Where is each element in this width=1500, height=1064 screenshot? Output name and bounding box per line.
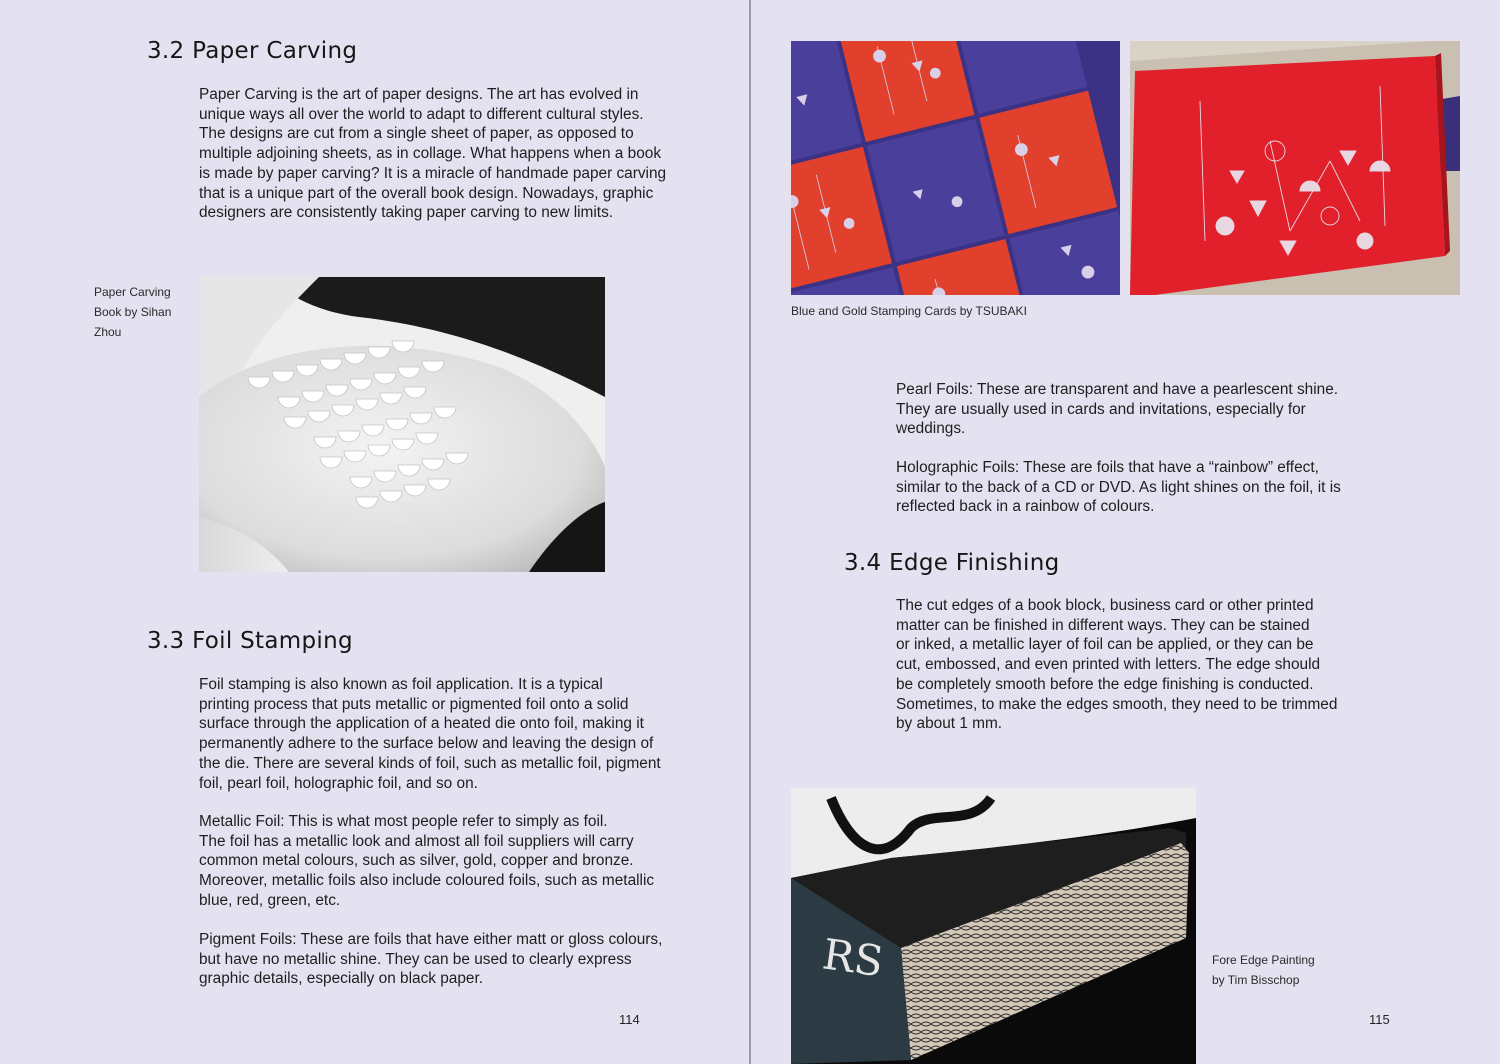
stamping-cards-photo-2 (1130, 41, 1460, 295)
fore-edge-caption: Fore Edge Painting by Tim Bisschop (1212, 953, 1315, 987)
section-3-3-title: 3.3 Foil Stamping (147, 628, 353, 654)
section-3-2-body: Paper Carving is the art of paper designs. The art has evolved in unique ways all over the world to adapt to different cultural styles. The designs are cut from a single sheet of paper, as opposed to multiple adjoining sheets, as in collage. What happens when a book is made by paper carving? It is a miracle of handmade paper carving that is a unique part of the overall book design. Nowadays, graphic designers are consistently taking paper carving to new limits. (199, 86, 667, 222)
metallic-foil-paragraph: Metallic Foil: This is what most people refer to simply as foil. The foil has a metallic look and almost all foil suppliers will carry common metal colours, such as silver, gold, copper and bronze. Moreover, metallic foils also include coloured foils, such as metallic blue, red, green, etc. (199, 813, 655, 909)
section-3-2-title: 3.2 Paper Carving (147, 38, 358, 64)
page-number-right: 115 (1369, 1012, 1390, 1027)
paper-carving-photo (199, 277, 605, 572)
fore-edge-photo (791, 788, 1196, 1064)
pearl-foil-paragraph: Pearl Foils: These are transparent and have a pearlescent shine. They are usually used in cards and invitations, especially for weddings. (896, 381, 1339, 438)
paper-carving-caption: Paper Carving Book by Sihan Zhou (94, 285, 172, 339)
section-3-3-body: Foil stamping is also known as foil application. It is a typical printing process that puts metallic or pigmented foil onto a solid surface through the application of a heated die onto foil, making it permanently adhere to the surface below and leaving the design of the die. There are several kinds of foil, such as metallic foil, pigment foil, pearl foil, holographic foil, and so on. (199, 676, 661, 792)
page-number-left: 114 (619, 1012, 640, 1027)
section-3-4-body: The cut edges of a book block, business card or other printed matter can be finished in different ways. They can be stained or inked, a metallic layer of foil can be applied, or they can be cut, embossed, and even printed with letters. The edge should be completely smooth before the edge finishing is conducted. Sometimes, to make the edges smooth, they need to be trimmed by about 1 mm. (896, 597, 1338, 733)
pigment-foil-paragraph: Pigment Foils: These are foils that have either matt or gloss colours, but have no metallic shine. They can be used to clearly express graphic details, especially on black paper. (199, 931, 663, 988)
book-spine-text: RS (819, 929, 887, 987)
stamping-cards-photo-1 (791, 41, 1120, 295)
right-page (751, 0, 1500, 1064)
section-3-4-title: 3.4 Edge Finishing (844, 550, 1060, 576)
stamping-cards-caption: Blue and Gold Stamping Cards by TSUBAKI (791, 304, 1027, 318)
holographic-foil-paragraph: Holographic Foils: These are foils that have a “rainbow” effect, similar to the back of a CD or DVD. As light shines on the foil, it is reflected back in a rainbow of colours. (896, 459, 1341, 516)
